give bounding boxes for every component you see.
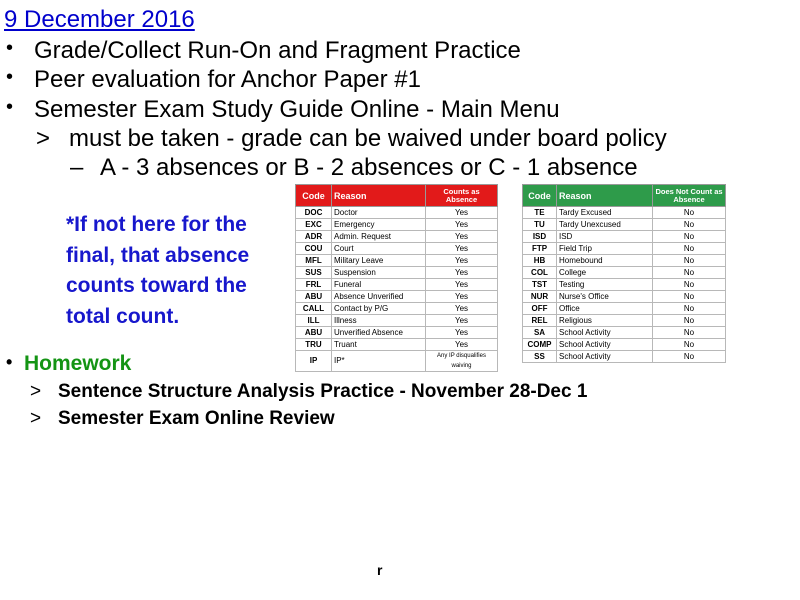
cell-code: TRU bbox=[296, 339, 332, 351]
cell-code: TST bbox=[523, 279, 557, 291]
table-row bbox=[523, 291, 726, 303]
cell-code: COL bbox=[523, 267, 557, 279]
cell-code: SS bbox=[523, 351, 557, 363]
cell-code: ILL bbox=[296, 315, 332, 327]
cell-reason: Tardy Excused bbox=[557, 207, 653, 219]
cell-value: Yes bbox=[426, 291, 498, 303]
cell-code: FTP bbox=[523, 243, 557, 255]
cell-value: Yes bbox=[426, 207, 498, 219]
table-row bbox=[523, 207, 726, 219]
cell-reason: Nurse's Office bbox=[557, 291, 653, 303]
cell-code: ABU bbox=[296, 291, 332, 303]
cell-value: No bbox=[653, 267, 726, 279]
cell-reason: Suspension bbox=[332, 267, 426, 279]
table-row bbox=[296, 267, 498, 279]
cell-code: CALL bbox=[296, 303, 332, 315]
cell-reason: Truant bbox=[332, 339, 426, 351]
cell-reason: Testing bbox=[557, 279, 653, 291]
table-header-reason: Reason bbox=[332, 185, 426, 207]
sub-bullet-text: must be taken - grade can be waived under board policy bbox=[69, 125, 667, 152]
cell-value: No bbox=[653, 255, 726, 267]
table-row bbox=[523, 279, 726, 291]
cell-reason: School Activity bbox=[557, 351, 653, 363]
table-row bbox=[523, 339, 726, 351]
cell-code: IP bbox=[296, 351, 332, 372]
table-row bbox=[296, 219, 498, 231]
cell-reason: Illness bbox=[332, 315, 426, 327]
cell-value: Yes bbox=[426, 327, 498, 339]
cell-code: ISD bbox=[523, 231, 557, 243]
arrow-marker-icon: > bbox=[30, 408, 42, 429]
table-row bbox=[296, 315, 498, 327]
cell-code: ADR bbox=[296, 231, 332, 243]
stray-mark: r bbox=[377, 562, 383, 578]
table-row bbox=[523, 351, 726, 363]
table-header-reason: Reason bbox=[557, 185, 653, 207]
table-row bbox=[523, 267, 726, 279]
cell-code: COMP bbox=[523, 339, 557, 351]
cell-reason: ISD bbox=[557, 231, 653, 243]
table-row bbox=[523, 327, 726, 339]
cell-reason: Tardy Unexcused bbox=[557, 219, 653, 231]
sub-sub-bullet-text: A - 3 absences or B - 2 absences or C - 1 absence bbox=[100, 154, 638, 181]
cell-value: Any IP disqualifies waiving bbox=[426, 351, 498, 372]
bullet-dot-icon: • bbox=[6, 96, 14, 118]
cell-value: No bbox=[653, 207, 726, 219]
table-row bbox=[296, 255, 498, 267]
cell-code: SUS bbox=[296, 267, 332, 279]
table-row bbox=[523, 303, 726, 315]
cell-value: Yes bbox=[426, 255, 498, 267]
cell-code: OFF bbox=[523, 303, 557, 315]
cell-value: No bbox=[653, 291, 726, 303]
absence-note: *If not here for the final, that absence counts toward the total count. bbox=[66, 213, 250, 328]
table-header-code: Code bbox=[296, 185, 332, 207]
cell-code: FRL bbox=[296, 279, 332, 291]
table-header-counts: Counts as Absence bbox=[426, 185, 498, 207]
dash-marker-icon: – bbox=[70, 154, 84, 181]
cell-value: No bbox=[653, 351, 726, 363]
cell-value: Yes bbox=[426, 243, 498, 255]
table-row bbox=[523, 315, 726, 327]
cell-value: Yes bbox=[426, 315, 498, 327]
arrow-marker-icon: > bbox=[36, 125, 51, 152]
table-row bbox=[296, 207, 498, 219]
cell-value: No bbox=[653, 279, 726, 291]
cell-code: TU bbox=[523, 219, 557, 231]
cell-code: DOC bbox=[296, 207, 332, 219]
cell-reason: Admin. Request bbox=[332, 231, 426, 243]
not-counts-as-absence-table bbox=[522, 184, 726, 363]
date-link[interactable]: 9 December 2016 bbox=[4, 6, 195, 33]
cell-value: Yes bbox=[426, 267, 498, 279]
cell-value: Yes bbox=[426, 219, 498, 231]
cell-reason: Homebound bbox=[557, 255, 653, 267]
cell-value: Yes bbox=[426, 279, 498, 291]
table-row bbox=[296, 231, 498, 243]
cell-reason: Office bbox=[557, 303, 653, 315]
table-row bbox=[523, 219, 726, 231]
cell-code: EXC bbox=[296, 219, 332, 231]
table-row bbox=[296, 327, 498, 339]
table-row bbox=[523, 231, 726, 243]
arrow-marker-icon: > bbox=[30, 381, 42, 402]
cell-reason: School Activity bbox=[557, 339, 653, 351]
bullet-dot-icon: • bbox=[6, 37, 14, 59]
cell-reason: Field Trip bbox=[557, 243, 653, 255]
cell-reason: Absence Unverified bbox=[332, 291, 426, 303]
sub-sub-bullet bbox=[70, 154, 83, 182]
cell-value: No bbox=[653, 327, 726, 339]
cell-reason: Court bbox=[332, 243, 426, 255]
cell-value: No bbox=[653, 339, 726, 351]
cell-value: No bbox=[653, 243, 726, 255]
cell-reason: Emergency bbox=[332, 219, 426, 231]
cell-value: Yes bbox=[426, 231, 498, 243]
cell-reason: School Activity bbox=[557, 327, 653, 339]
cell-code: HB bbox=[523, 255, 557, 267]
cell-reason: Doctor bbox=[332, 207, 426, 219]
table-row bbox=[523, 255, 726, 267]
cell-reason: Contact by P/G bbox=[332, 303, 426, 315]
cell-value: No bbox=[653, 315, 726, 327]
cell-reason: Religious bbox=[557, 315, 653, 327]
cell-value: No bbox=[653, 219, 726, 231]
table-row bbox=[296, 279, 498, 291]
cell-reason: Unverified Absence bbox=[332, 327, 426, 339]
cell-reason: College bbox=[557, 267, 653, 279]
table-row bbox=[296, 291, 498, 303]
cell-value: Yes bbox=[426, 339, 498, 351]
cell-value: No bbox=[653, 231, 726, 243]
cell-code: COU bbox=[296, 243, 332, 255]
table-header-code: Code bbox=[523, 185, 557, 207]
cell-code: SA bbox=[523, 327, 557, 339]
table-row bbox=[296, 339, 498, 351]
table-row bbox=[523, 243, 726, 255]
cell-code: REL bbox=[523, 315, 557, 327]
cell-code: MFL bbox=[296, 255, 332, 267]
cell-reason: Funeral bbox=[332, 279, 426, 291]
bullet-dot-icon: • bbox=[6, 66, 14, 88]
sub-bullet bbox=[36, 125, 50, 153]
cell-value: Yes bbox=[426, 303, 498, 315]
bullet-dot-icon: • bbox=[6, 352, 13, 372]
cell-reason: IP* bbox=[332, 351, 426, 372]
counts-as-absence-table bbox=[295, 184, 498, 372]
cell-code: NUR bbox=[523, 291, 557, 303]
cell-value: No bbox=[653, 303, 726, 315]
table-row bbox=[296, 351, 498, 372]
table-header-not-counts: Does Not Count as Absence bbox=[653, 185, 726, 207]
cell-reason: Military Leave bbox=[332, 255, 426, 267]
cell-code: TE bbox=[523, 207, 557, 219]
cell-code: ABU bbox=[296, 327, 332, 339]
table-row bbox=[296, 243, 498, 255]
table-row bbox=[296, 303, 498, 315]
